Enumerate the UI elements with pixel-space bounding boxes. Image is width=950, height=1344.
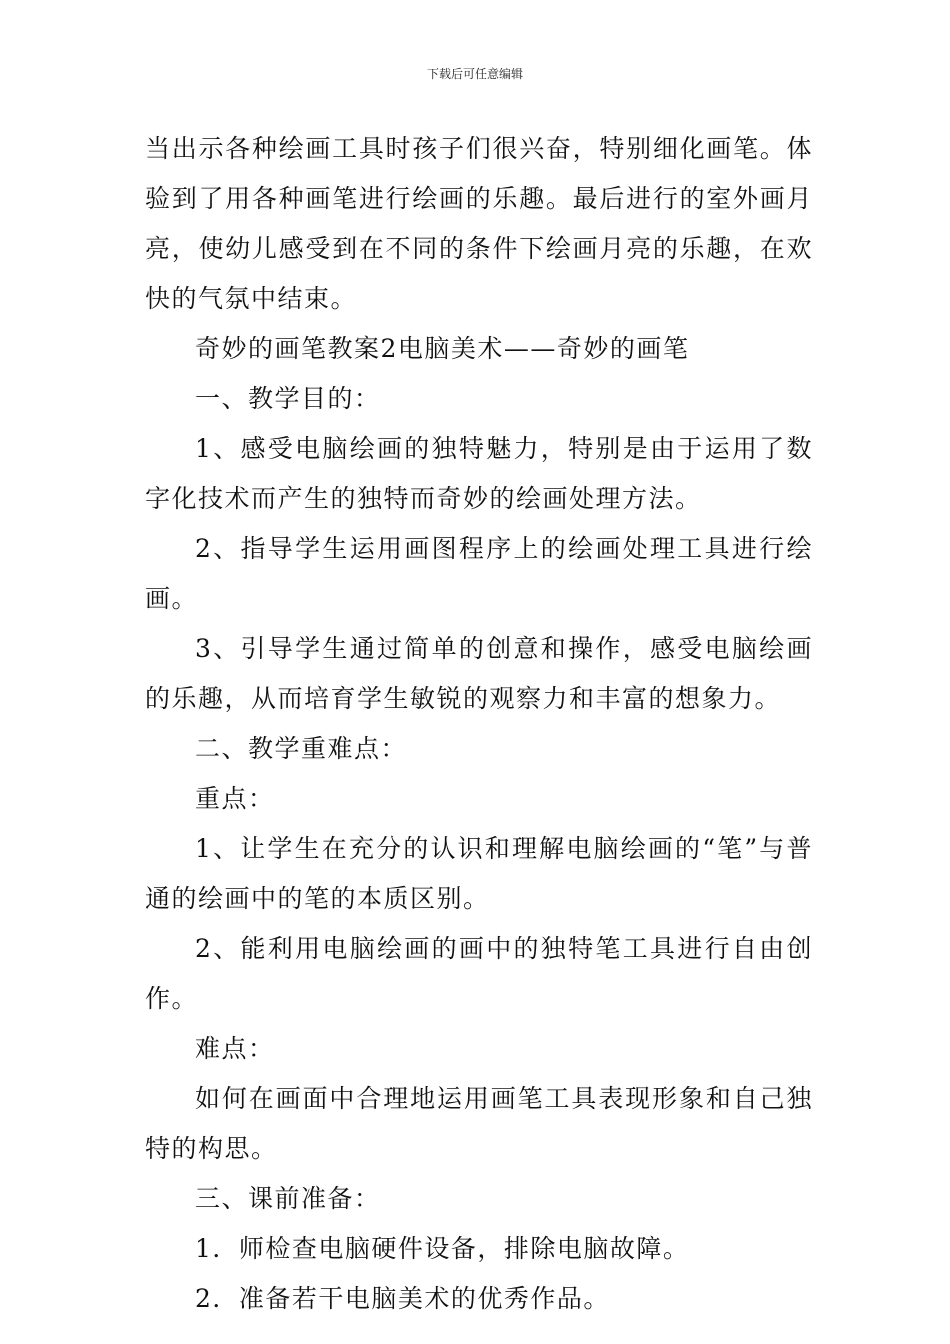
objective-item-3: 3、引导学生通过简单的创意和操作，感受电脑绘画的乐趣，从而培育学生敏锐的观察力和丰富的想象力。 — [145, 634, 813, 713]
section-heading-key-points: 二、教学重难点： — [195, 734, 408, 763]
objective-item-1: 1、感受电脑绘画的独特魅力，特别是由于运用了数字化技术而产生的独特而奇妙的绘画处理方法。 — [145, 434, 813, 513]
objective-item-2: 2、指导学生运用画图程序上的绘画处理工具进行绘画。 — [145, 534, 813, 613]
preparation-item-2: 2．准备若干电脑美术的优秀作品。 — [195, 1284, 610, 1313]
paragraph-reflection: 当出示各种绘画工具时孩子们很兴奋，特别细化画笔。体验到了用各种画笔进行绘画的乐趣。最后进行的室外画月亮，使幼儿感受到在不同的条件下绘画月亮的乐趣，在欢快的气氛中结束。 — [145, 134, 813, 313]
section-heading-objectives: 一、教学目的： — [195, 384, 381, 413]
preparation-item-1: 1．师检查电脑硬件设备，排除电脑故障。 — [195, 1234, 690, 1263]
subheading-difficulty: 难点： — [195, 1034, 275, 1063]
document-body — [145, 124, 813, 1324]
focus-item-1: 1、让学生在充分的认识和理解电脑绘画的“笔”与普通的绘画中的笔的本质区别。 — [145, 834, 813, 913]
focus-item-2: 2、能利用电脑绘画的画中的独特笔工具进行自由创作。 — [145, 934, 813, 1013]
section-heading-preparation: 三、课前准备： — [195, 1184, 381, 1213]
lesson-title: 奇妙的画笔教案2电脑美术——奇妙的画笔 — [195, 334, 690, 363]
page-header: 下载后可任意编辑 — [426, 67, 523, 81]
subheading-focus: 重点： — [195, 784, 275, 813]
difficulty-item: 如何在画面中合理地运用画笔工具表现形象和自己独特的构思。 — [145, 1084, 813, 1163]
